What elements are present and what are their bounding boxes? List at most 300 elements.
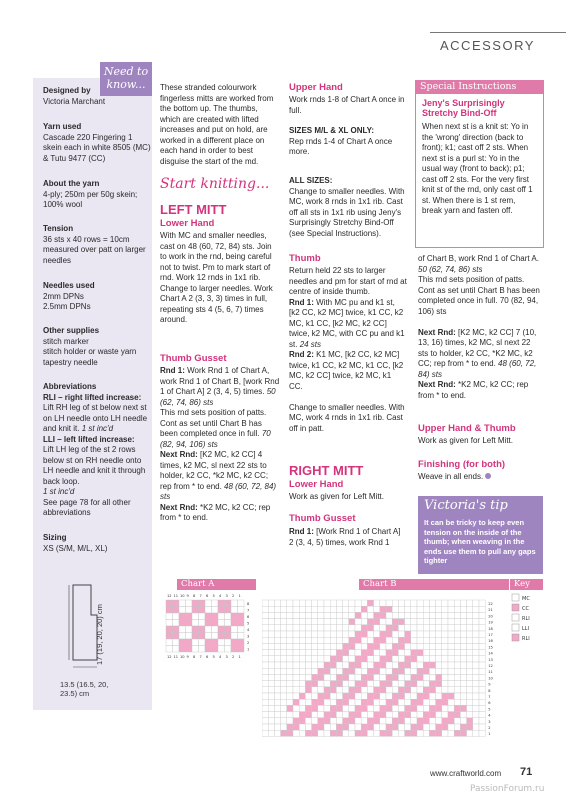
- chart-b-cell: [343, 637, 349, 643]
- chart-b-cell: [349, 705, 355, 711]
- chart-b-cell: [429, 600, 435, 606]
- chart-b-cell: [460, 625, 466, 631]
- chart-b-cell: [324, 656, 330, 662]
- chart-b-cell: [343, 730, 349, 736]
- chart-b-cell: [324, 681, 330, 687]
- chart-b-cell: [374, 600, 380, 606]
- chart-b-cell: [429, 643, 435, 649]
- chart-b-cell: [467, 656, 473, 662]
- chart-a-cell: [218, 607, 225, 614]
- chart-b-cell: [287, 712, 293, 718]
- chart-b-cell: [312, 637, 318, 643]
- chart-b-cell: [336, 668, 342, 674]
- chart-b-cell: [429, 612, 435, 618]
- chart-b-cell: [367, 730, 373, 736]
- chart-b-cell: [299, 606, 305, 612]
- chart-b-cell: [417, 693, 423, 699]
- chart-b-cell: [355, 687, 361, 693]
- chart-b-cell: [349, 662, 355, 668]
- chart-b-cell: [312, 600, 318, 606]
- chart-b-cell: [429, 662, 435, 668]
- lower-hand-text: With MC and smaller needles, cast on 48 (60, 72, 84) sts. Join to work in the rnd, being careful not to twist. Pm to mark start of rnd. Work 12 rnds in 1x1 rib. Change to larger needles. Work Chart A 2 (3, 3, 3) times in full, repeating sts 4 (5, 6, 7) times around.: [160, 231, 273, 324]
- chart-b-cell: [398, 662, 404, 668]
- chart-b-cell: [318, 662, 324, 668]
- chart-b-cell: [448, 637, 454, 643]
- chart-b-row-label: 17: [488, 633, 493, 637]
- chart-b-cell: [299, 730, 305, 736]
- chart-a-cell: [199, 633, 206, 640]
- key-swatch: [512, 604, 519, 611]
- chart-b-cell: [386, 712, 392, 718]
- chart-a-cell: [238, 613, 245, 620]
- chart-a-cell: [218, 613, 225, 620]
- chart-b-cell: [473, 637, 479, 643]
- chart-b-cell: [448, 643, 454, 649]
- chart-b-cell: [398, 625, 404, 631]
- chart-a-col-label: 12: [167, 594, 172, 598]
- chart-b-cell: [287, 718, 293, 724]
- chart-b-cell: [349, 668, 355, 674]
- chart-b-cell: [299, 600, 305, 606]
- chart-b-cell: [343, 619, 349, 625]
- chart-b-cell: [479, 650, 485, 656]
- chart-b-cell: [473, 631, 479, 637]
- chart-b-cell: [405, 699, 411, 705]
- chart-a-cell: [238, 646, 245, 653]
- chart-b-row-label: 12: [488, 664, 493, 668]
- chart-b-cell: [411, 668, 417, 674]
- chart-b-cell: [336, 705, 342, 711]
- chart-b-cell: [367, 650, 373, 656]
- chart-b-row-label: 1: [488, 732, 491, 737]
- chart-a-cell: [205, 607, 212, 614]
- chart-b-cell: [423, 625, 429, 631]
- chart-b-cell: [367, 643, 373, 649]
- chart-b-cell: [312, 619, 318, 625]
- chart-b-cell: [293, 724, 299, 730]
- tip-title: Victoria's tip: [424, 498, 508, 513]
- abbreviations: Abbreviations RLI – right lifted increase: Lift RH leg of st below next st on LH needle onto LH needle and knit it. 1 st inc'd LLI – left lifted increase: Lift LH leg of the st 2 rows below st on RH needle onto LH needle and knit it through back loop. 1 st inc'd See page 78 for all other abbreviations: [43, 382, 148, 517]
- chart-b-cell: [361, 712, 367, 718]
- chart-b-cell: [429, 718, 435, 724]
- chart-b-cell: [398, 637, 404, 643]
- chart-b-cell: [318, 718, 324, 724]
- chart-b-cell: [448, 662, 454, 668]
- chart-b-cell: [398, 674, 404, 680]
- chart-b-cell: [460, 637, 466, 643]
- chart-b-cell: [343, 643, 349, 649]
- chart-b-cell: [423, 656, 429, 662]
- chart-a-col-label: 10: [180, 655, 185, 659]
- chart-a-col-label: 4: [219, 594, 222, 598]
- chart-b-cell: [398, 687, 404, 693]
- chart-b-cell: [448, 612, 454, 618]
- chart-b-cell: [417, 625, 423, 631]
- chart-b-cell: [436, 619, 442, 625]
- chart-b-cell: [293, 693, 299, 699]
- chart-b-cell: [442, 606, 448, 612]
- chart-b-cell: [417, 619, 423, 625]
- chart-b-cell: [429, 730, 435, 736]
- upper-hand-text: Work rnds 1-8 of Chart A once in full.: [289, 95, 405, 115]
- chart-b-cell: [318, 712, 324, 718]
- end-mark-icon: [485, 473, 491, 479]
- chart-b-cell: [374, 656, 380, 662]
- chart-b-cell: [398, 699, 404, 705]
- chart-b-cell: [305, 656, 311, 662]
- chart-a-cell: [186, 607, 193, 614]
- chart-b-cell: [318, 687, 324, 693]
- chart-b-cell: [281, 612, 287, 618]
- chart-a-cell: [238, 600, 245, 607]
- chart-b-cell: [361, 606, 367, 612]
- chart-b-cell: [361, 656, 367, 662]
- chart-b-cell: [330, 606, 336, 612]
- chart-b-cell: [343, 650, 349, 656]
- chart-b-cell: [336, 712, 342, 718]
- chart-b-cell: [299, 687, 305, 693]
- chart-b-cell: [274, 662, 280, 668]
- chart-b-cell: [460, 705, 466, 711]
- chart-a-cell: [166, 639, 173, 646]
- chart-b-cell: [411, 643, 417, 649]
- chart-b-cell: [355, 606, 361, 612]
- chart-b-cell: [380, 619, 386, 625]
- chart-b-cell: [442, 662, 448, 668]
- chart-b-cell: [293, 681, 299, 687]
- chart-a-cell: [166, 620, 173, 627]
- chart-b-cell: [380, 643, 386, 649]
- chart-b-cell: [423, 674, 429, 680]
- chart-a-col-label: 4: [219, 655, 222, 659]
- chart-b-cell: [473, 724, 479, 730]
- chart-b-cell: [411, 699, 417, 705]
- chart-b-cell: [361, 681, 367, 687]
- chart-b-cell: [324, 674, 330, 680]
- chart-b-cell: [398, 650, 404, 656]
- chart-b-cell: [287, 705, 293, 711]
- chart-b-cell: [436, 718, 442, 724]
- chart-b-cell: [380, 724, 386, 730]
- chart-b-cell: [467, 699, 473, 705]
- chart-a-cell: [186, 639, 193, 646]
- chart-b-cell: [417, 718, 423, 724]
- chart-a-col-label: 1: [238, 594, 241, 598]
- chart-b-cell: [330, 625, 336, 631]
- chart-a-cell: [238, 607, 245, 614]
- chart-b-cell: [299, 643, 305, 649]
- chart-b-cell: [312, 631, 318, 637]
- chart-b-cell: [274, 656, 280, 662]
- chart-b-cell: [318, 693, 324, 699]
- chart-b-cell: [460, 662, 466, 668]
- chart-b-cell: [367, 724, 373, 730]
- chart-b-cell: [405, 724, 411, 730]
- right-mitt-heading: RIGHT MITT: [289, 463, 364, 478]
- chart-b-cell: [305, 718, 311, 724]
- chart-b-cell: [318, 699, 324, 705]
- chart-b-cell: [423, 718, 429, 724]
- chart-b-cell: [411, 712, 417, 718]
- chart-b-cell: [324, 662, 330, 668]
- chart-b-row-label: 5: [488, 707, 491, 712]
- chart-b-cell: [324, 612, 330, 618]
- chart-b-cell: [318, 625, 324, 631]
- chart-b-cell: [349, 625, 355, 631]
- start-knitting-heading: Start knitting...: [160, 176, 270, 192]
- chart-b-cell: [318, 643, 324, 649]
- chart-b-cell: [448, 668, 454, 674]
- chart-b-cell: [293, 643, 299, 649]
- chart-b-cell: [473, 625, 479, 631]
- chart-b-cell: [392, 687, 398, 693]
- jeny-text: When next st is a knit st: Yo in the 'wrong' direction (back to front); k1; cast off 2 sts. When next st is a purl st: Yo in the usual way (front to back); p1; cast off 2 sts. For the very first knit st of the rnd, only cast off 1 st. When there is 1 st rem, break yarn and fasten off.: [422, 122, 533, 215]
- chart-b-cell: [386, 724, 392, 730]
- chart-b-cell: [361, 693, 367, 699]
- chart-b-cell: [436, 656, 442, 662]
- chart-b-cell: [429, 637, 435, 643]
- chart-b-cell: [423, 681, 429, 687]
- chart-a-cell: [166, 600, 173, 607]
- chart-b-cell: [312, 612, 318, 618]
- chart-a-grid: [160, 592, 260, 670]
- chart-b-cell: [312, 681, 318, 687]
- chart-b-cell: [460, 718, 466, 724]
- diagram-width-label: 13.5 (16.5, 20, 23.5) cm: [60, 680, 109, 698]
- chart-b-cell: [454, 730, 460, 736]
- chart-b-cell: [473, 730, 479, 736]
- jeny-title: Jeny's Surprisingly Stretchy Bind-Off: [422, 98, 505, 118]
- chart-b-cell: [374, 687, 380, 693]
- chart-b-cell: [380, 687, 386, 693]
- chart-b-cell: [386, 600, 392, 606]
- key-swatch: [512, 594, 519, 601]
- chart-a-cell: [179, 620, 186, 627]
- chart-b-cell: [429, 693, 435, 699]
- chart-b-cell: [454, 637, 460, 643]
- chart-b-cell: [293, 674, 299, 680]
- chart-b-cell: [293, 650, 299, 656]
- chart-b-cell: [268, 712, 274, 718]
- chart-b-cell: [429, 674, 435, 680]
- chart-b-cell: [367, 619, 373, 625]
- chart-b-cell: [312, 724, 318, 730]
- chart-b-cell: [429, 699, 435, 705]
- chart-b-cell: [268, 600, 274, 606]
- chart-b-cell: [454, 668, 460, 674]
- chart-b-cell: [274, 699, 280, 705]
- chart-a-cell: [238, 626, 245, 633]
- chart-b-cell: [417, 730, 423, 736]
- chart-b-cell: [436, 724, 442, 730]
- chart-b-cell: [417, 681, 423, 687]
- chart-b-cell: [324, 693, 330, 699]
- chart-b-cell: [411, 637, 417, 643]
- chart-b-cell: [429, 619, 435, 625]
- chart-b-cell: [287, 699, 293, 705]
- chart-a-row-label: 6: [247, 615, 250, 619]
- chart-b-cell: [281, 606, 287, 612]
- chart-b-cell: [343, 712, 349, 718]
- chart-b-cell: [268, 643, 274, 649]
- chart-a-cell: [199, 646, 206, 653]
- chart-a-cell: [231, 607, 238, 614]
- chart-a-cell: [212, 620, 219, 627]
- chart-b-cell: [405, 637, 411, 643]
- chart-b-cell: [349, 637, 355, 643]
- chart-b-cell: [405, 662, 411, 668]
- chart-a-cell: [186, 600, 193, 607]
- chart-b-cell: [330, 724, 336, 730]
- chart-b-cell: [467, 705, 473, 711]
- chart-b-cell: [312, 606, 318, 612]
- chart-b-cell: [355, 730, 361, 736]
- chart-b-cell: [355, 612, 361, 618]
- chart-b-cell: [411, 693, 417, 699]
- chart-b-cell: [361, 687, 367, 693]
- chart-b-cell: [374, 724, 380, 730]
- chart-b-cell: [460, 600, 466, 606]
- chart-b-cell: [361, 674, 367, 680]
- chart-b-cell: [417, 631, 423, 637]
- chart-b-cell: [423, 687, 429, 693]
- chart-b-cell: [343, 705, 349, 711]
- chart-b-cell: [305, 606, 311, 612]
- chart-b-cell: [287, 681, 293, 687]
- chart-a-col-label: 5: [212, 594, 215, 598]
- chart-b-cell: [324, 637, 330, 643]
- chart-b-row-label: 13: [488, 657, 493, 662]
- chart-b-cell: [336, 656, 342, 662]
- chart-b-cell: [287, 619, 293, 625]
- chart-b-cell: [411, 625, 417, 631]
- chart-b-cell: [287, 637, 293, 643]
- chart-b-cell: [442, 730, 448, 736]
- chart-a-cell: [192, 639, 199, 646]
- chart-b-cell: [349, 619, 355, 625]
- chart-b-cell: [417, 705, 423, 711]
- chart-b-cell: [361, 637, 367, 643]
- chart-b-cell: [262, 643, 268, 649]
- chart-b-cell: [386, 662, 392, 668]
- chart-b-cell: [411, 687, 417, 693]
- chart-b-cell: [398, 612, 404, 618]
- chart-b-cell: [274, 606, 280, 612]
- chart-b-cell: [448, 687, 454, 693]
- chart-b-cell: [274, 625, 280, 631]
- chart-b-cell: [448, 606, 454, 612]
- chart-b-cell: [473, 699, 479, 705]
- chart-b-cell: [336, 619, 342, 625]
- chart-b-cell: [281, 662, 287, 668]
- chart-b-cell: [380, 693, 386, 699]
- chart-b-cell: [442, 625, 448, 631]
- chart-a-row-label: 8: [247, 602, 250, 606]
- chart-b-cell: [343, 625, 349, 631]
- chart-a-cell: [205, 639, 212, 646]
- chart-b-cell: [380, 674, 386, 680]
- chart-b-cell: [392, 606, 398, 612]
- chart-a-cell: [192, 607, 199, 614]
- chart-b-cell: [436, 612, 442, 618]
- chart-b-cell: [367, 693, 373, 699]
- chart-b-cell: [318, 730, 324, 736]
- chart-b-cell: [386, 619, 392, 625]
- chart-b-cell: [262, 619, 268, 625]
- chart-b-cell: [299, 619, 305, 625]
- chart-b-cell: [473, 619, 479, 625]
- chart-b-cell: [405, 674, 411, 680]
- chart-b-cell: [436, 650, 442, 656]
- chart-b-cell: [460, 606, 466, 612]
- chart-b-cell: [305, 643, 311, 649]
- chart-b-row-label: 3: [488, 719, 491, 724]
- chart-b-cell: [460, 681, 466, 687]
- chart-b-cell: [380, 718, 386, 724]
- chart-b-cell: [448, 681, 454, 687]
- chart-b-row-label: 7: [488, 695, 491, 699]
- chart-b-cell: [268, 687, 274, 693]
- chart-b-cell: [374, 699, 380, 705]
- chart-b-cell: [374, 681, 380, 687]
- chart-b-cell: [287, 730, 293, 736]
- chart-b-cell: [312, 643, 318, 649]
- chart-b-cell: [448, 656, 454, 662]
- chart-b-cell: [287, 631, 293, 637]
- chart-b-cell: [398, 712, 404, 718]
- chart-b-cell: [417, 643, 423, 649]
- chart-b-cell: [349, 681, 355, 687]
- chart-b-cell: [423, 643, 429, 649]
- chart-b-cell: [361, 643, 367, 649]
- chart-b-cell: [349, 687, 355, 693]
- chart-b-row-label: 20: [488, 614, 493, 619]
- chart-b-cell: [274, 724, 280, 730]
- chart-b-cell: [448, 718, 454, 724]
- chart-b-cell: [436, 730, 442, 736]
- need-to-know-tab: Need to know...: [100, 62, 152, 96]
- chart-b-cell: [367, 625, 373, 631]
- chart-b-cell: [324, 712, 330, 718]
- chart-b-cell: [287, 674, 293, 680]
- chart-a-col-label: 5: [212, 655, 215, 659]
- chart-b-row-label: 22: [488, 602, 493, 606]
- chart-b-cell: [380, 730, 386, 736]
- chart-b-cell: [349, 612, 355, 618]
- lower-hand-heading: Lower Hand: [160, 218, 215, 229]
- chart-b-cell: [299, 724, 305, 730]
- chart-b-cell: [262, 681, 268, 687]
- chart-b-cell: [330, 650, 336, 656]
- chart-b-cell: [386, 730, 392, 736]
- chart-a-cell: [212, 646, 219, 653]
- chart-b-cell: [380, 705, 386, 711]
- chart-b-cell: [392, 668, 398, 674]
- chart-b-cell: [392, 662, 398, 668]
- chart-b-cell: [417, 724, 423, 730]
- chart-b-cell: [454, 650, 460, 656]
- chart-b-cell: [386, 687, 392, 693]
- chart-b-cell: [454, 643, 460, 649]
- chart-b-cell: [324, 650, 330, 656]
- chart-b-cell: [442, 718, 448, 724]
- chart-b-cell: [287, 693, 293, 699]
- chart-b-cell: [336, 699, 342, 705]
- chart-b-cell: [448, 705, 454, 711]
- chart-b-cell: [386, 606, 392, 612]
- chart-b-cell: [312, 687, 318, 693]
- chart-b-cell: [405, 643, 411, 649]
